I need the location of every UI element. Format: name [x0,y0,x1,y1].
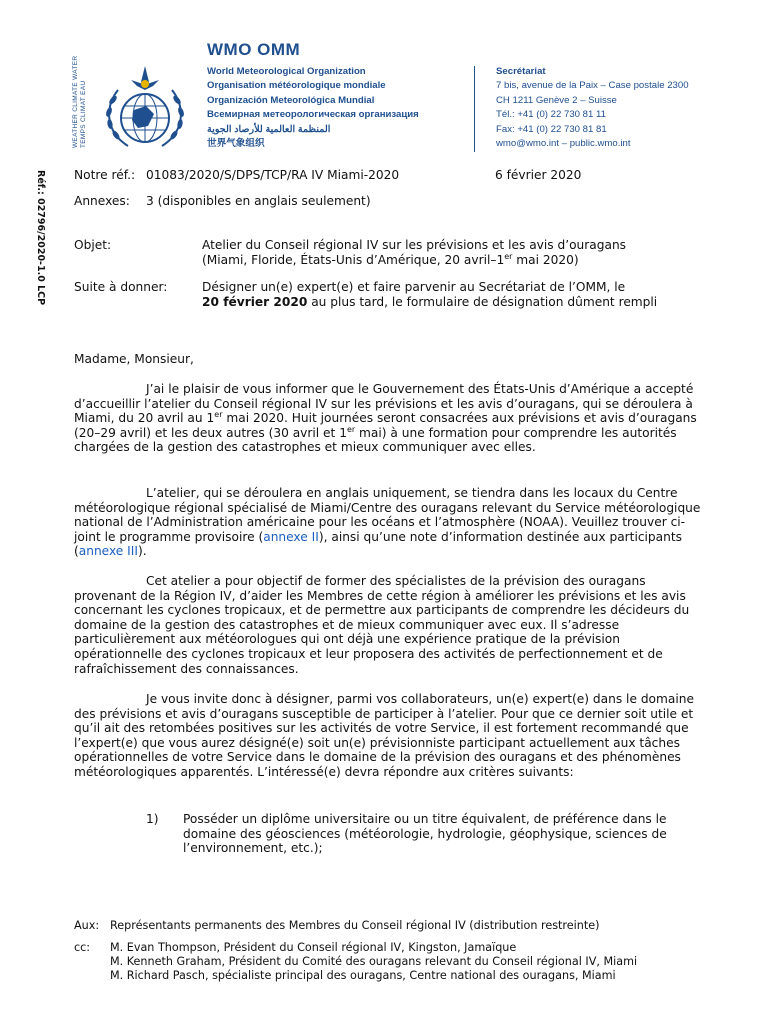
list-item-text: Posséder un diplôme universitaire ou un titre équivalent, de préférence dans le domaine des géosciences (météorologie, hydrologie, géophysique, sciences de l’environnement, etc.); [183,812,667,856]
cc-item: M. Evan Thompson, Président du Conseil régional IV, Kingston, Jamaïque [110,941,517,954]
paragraph-1: J’ai le plaisir de vous informer que le Gouvernement des États-Unis d’Amérique a accepté d’accueillir l’atelier du Conseil régional IV sur les prévisions et les avis d’ouragans, qui se déroulera à Miami, du 20 avril au 1er mai 2020. Huit journées seront consacrées aux prévisions et avis d’ouragans (20–29 avril) et les deux autres (30 avril et 1er mai) à une formation pour comprendre les autorités chargées de la gestion des catastrophes et mieux communiquer avec elles. [74,382,697,455]
ref-label: Notre réf.: [74,168,136,182]
secretariat-city: CH 1211 Genève 2 – Suisse [496,94,617,106]
annex-iii-link[interactable]: annexe III [78,544,138,559]
brand-name: WMO OMM [207,40,301,59]
aux-label: Aux: [74,919,100,932]
ref-value: 01083/2020/S/DPS/TCP/RA IV Miami-2020 [146,168,400,182]
cc-item: M. Richard Pasch, spécialiste principal des ouragans, Centre national des ouragans, Miami [110,969,616,983]
logo-tagline-fr: TEMPS CLIMAT EAU [80,80,87,148]
secretariat-web[interactable]: wmo@wmo.int – public.wmo.int [496,138,631,150]
secretariat-title: Secrétariat [496,66,546,77]
annex-ii-link[interactable]: annexe II [263,529,319,544]
objet-label: Objet: [74,238,112,252]
header-divider [474,66,475,152]
logo-tagline-en: WEATHER CLIMATE WATER [72,55,79,148]
org-name-es: Organización Meteorológica Mundial [207,94,375,106]
suite-value [202,280,702,309]
org-names [207,65,419,151]
objet-line2: (Miami, Floride, États-Unis d’Amérique, 20 avril–1er mai 2020) [202,251,579,267]
suite-label: Suite à donner: [74,280,168,294]
paragraph-2: L’atelier, qui se déroulera en anglais uniquement, se tiendra dans les locaux du Centre météorologique régional spécialisé de Miami/Centre des ouragans relevant du Service météorologique national de l’Administration américaine pour les océans et l’atmosphère (NOAA). Veuillez trouver ci-joint le programme provisoire (annexe II), ainsi qu’une note d’information destinée aux participants (annexe III). [74,486,701,559]
salutation: Madame, Monsieur, [74,352,194,366]
suite-line2: 20 février 2020 au plus tard, le formulaire de désignation dûment rempli [202,294,658,309]
annexes-label: Annexes: [74,194,130,208]
list-item-number: 1) [146,812,159,826]
org-name-ru: Всемирная метеорологическая организация [207,109,419,121]
side-reference: Réf.: 02796/2020-1.0 LCP [35,170,46,306]
wmo-emblem-icon [96,60,194,158]
annexes-value: 3 (disponibles en anglais seulement) [146,194,371,208]
secretariat-phone: Tél.: +41 (0) 22 730 81 11 [496,109,606,121]
paragraph-3: Cet atelier a pour objectif de former des spécialistes de la prévision des ouragans provenant de la Région IV, d’aider les Membres de cette région à améliorer les prévisions et les avis concernant les cyclones tropicaux, et de permettre aux participants de comprendre les décideurs du domaine de la gestion des catastrophes et de mieux communiquer avec eux. Il s’adresse particulièrement aux météorologues qui ont déjà une expérience pratique de la prévision opérationnelle des cyclones tropicaux et leur proposera des activités de perfectionnement et de rafraîchissement des connaissances. [74,574,690,676]
secretariat-address [496,65,689,151]
objet-line1: Atelier du Conseil régional IV sur les prévisions et les avis d’ouragans [202,238,627,252]
aux-text: Représentants permanents des Membres du Conseil régional IV (distribution restreinte) [110,919,600,932]
org-name-ar: المنظمة العالمية للأرصاد الجوية [207,123,331,135]
paragraph-4: Je vous invite donc à désigner, parmi vos collaborateurs, un(e) expert(e) dans le domaine des prévisions et avis d’ouragans susceptible de participer à l’atelier. Pour que ce dernier soit utile et qu’il ait des retombées positives sur les activités de votre Service, il est fortement recommandé que l’expert(e) que vous aurez désigné(e) soit un(e) prévisionniste participant actuellement aux tâches opérationnelles de votre Service dans le domaine de la prévision des ouragans et des phénomènes météorologiques apparentés. L’intéressé(e) devra répondre aux critères suivants: [74,692,694,779]
secretariat-street: 7 bis, avenue de la Paix – Case postale 2300 [496,80,689,92]
letter-date: 6 février 2020 [495,168,582,182]
suite-line1: Désigner un(e) expert(e) et faire parvenir au Secrétariat de l’OMM, le [202,280,626,294]
org-name-en: World Meteorological Organization [207,66,366,77]
cc-item: M. Kenneth Graham, Président du Comité des ouragans relevant du Conseil régional IV, Miami [110,955,638,969]
org-name-zh: 世界气象组织 [207,138,265,150]
cc-list [110,941,637,984]
cc-label: cc: [74,941,91,954]
org-name-fr: Organisation météorologique mondiale [207,80,386,92]
objet-value [202,238,702,267]
secretariat-fax: Fax: +41 (0) 22 730 81 81 [496,123,607,135]
